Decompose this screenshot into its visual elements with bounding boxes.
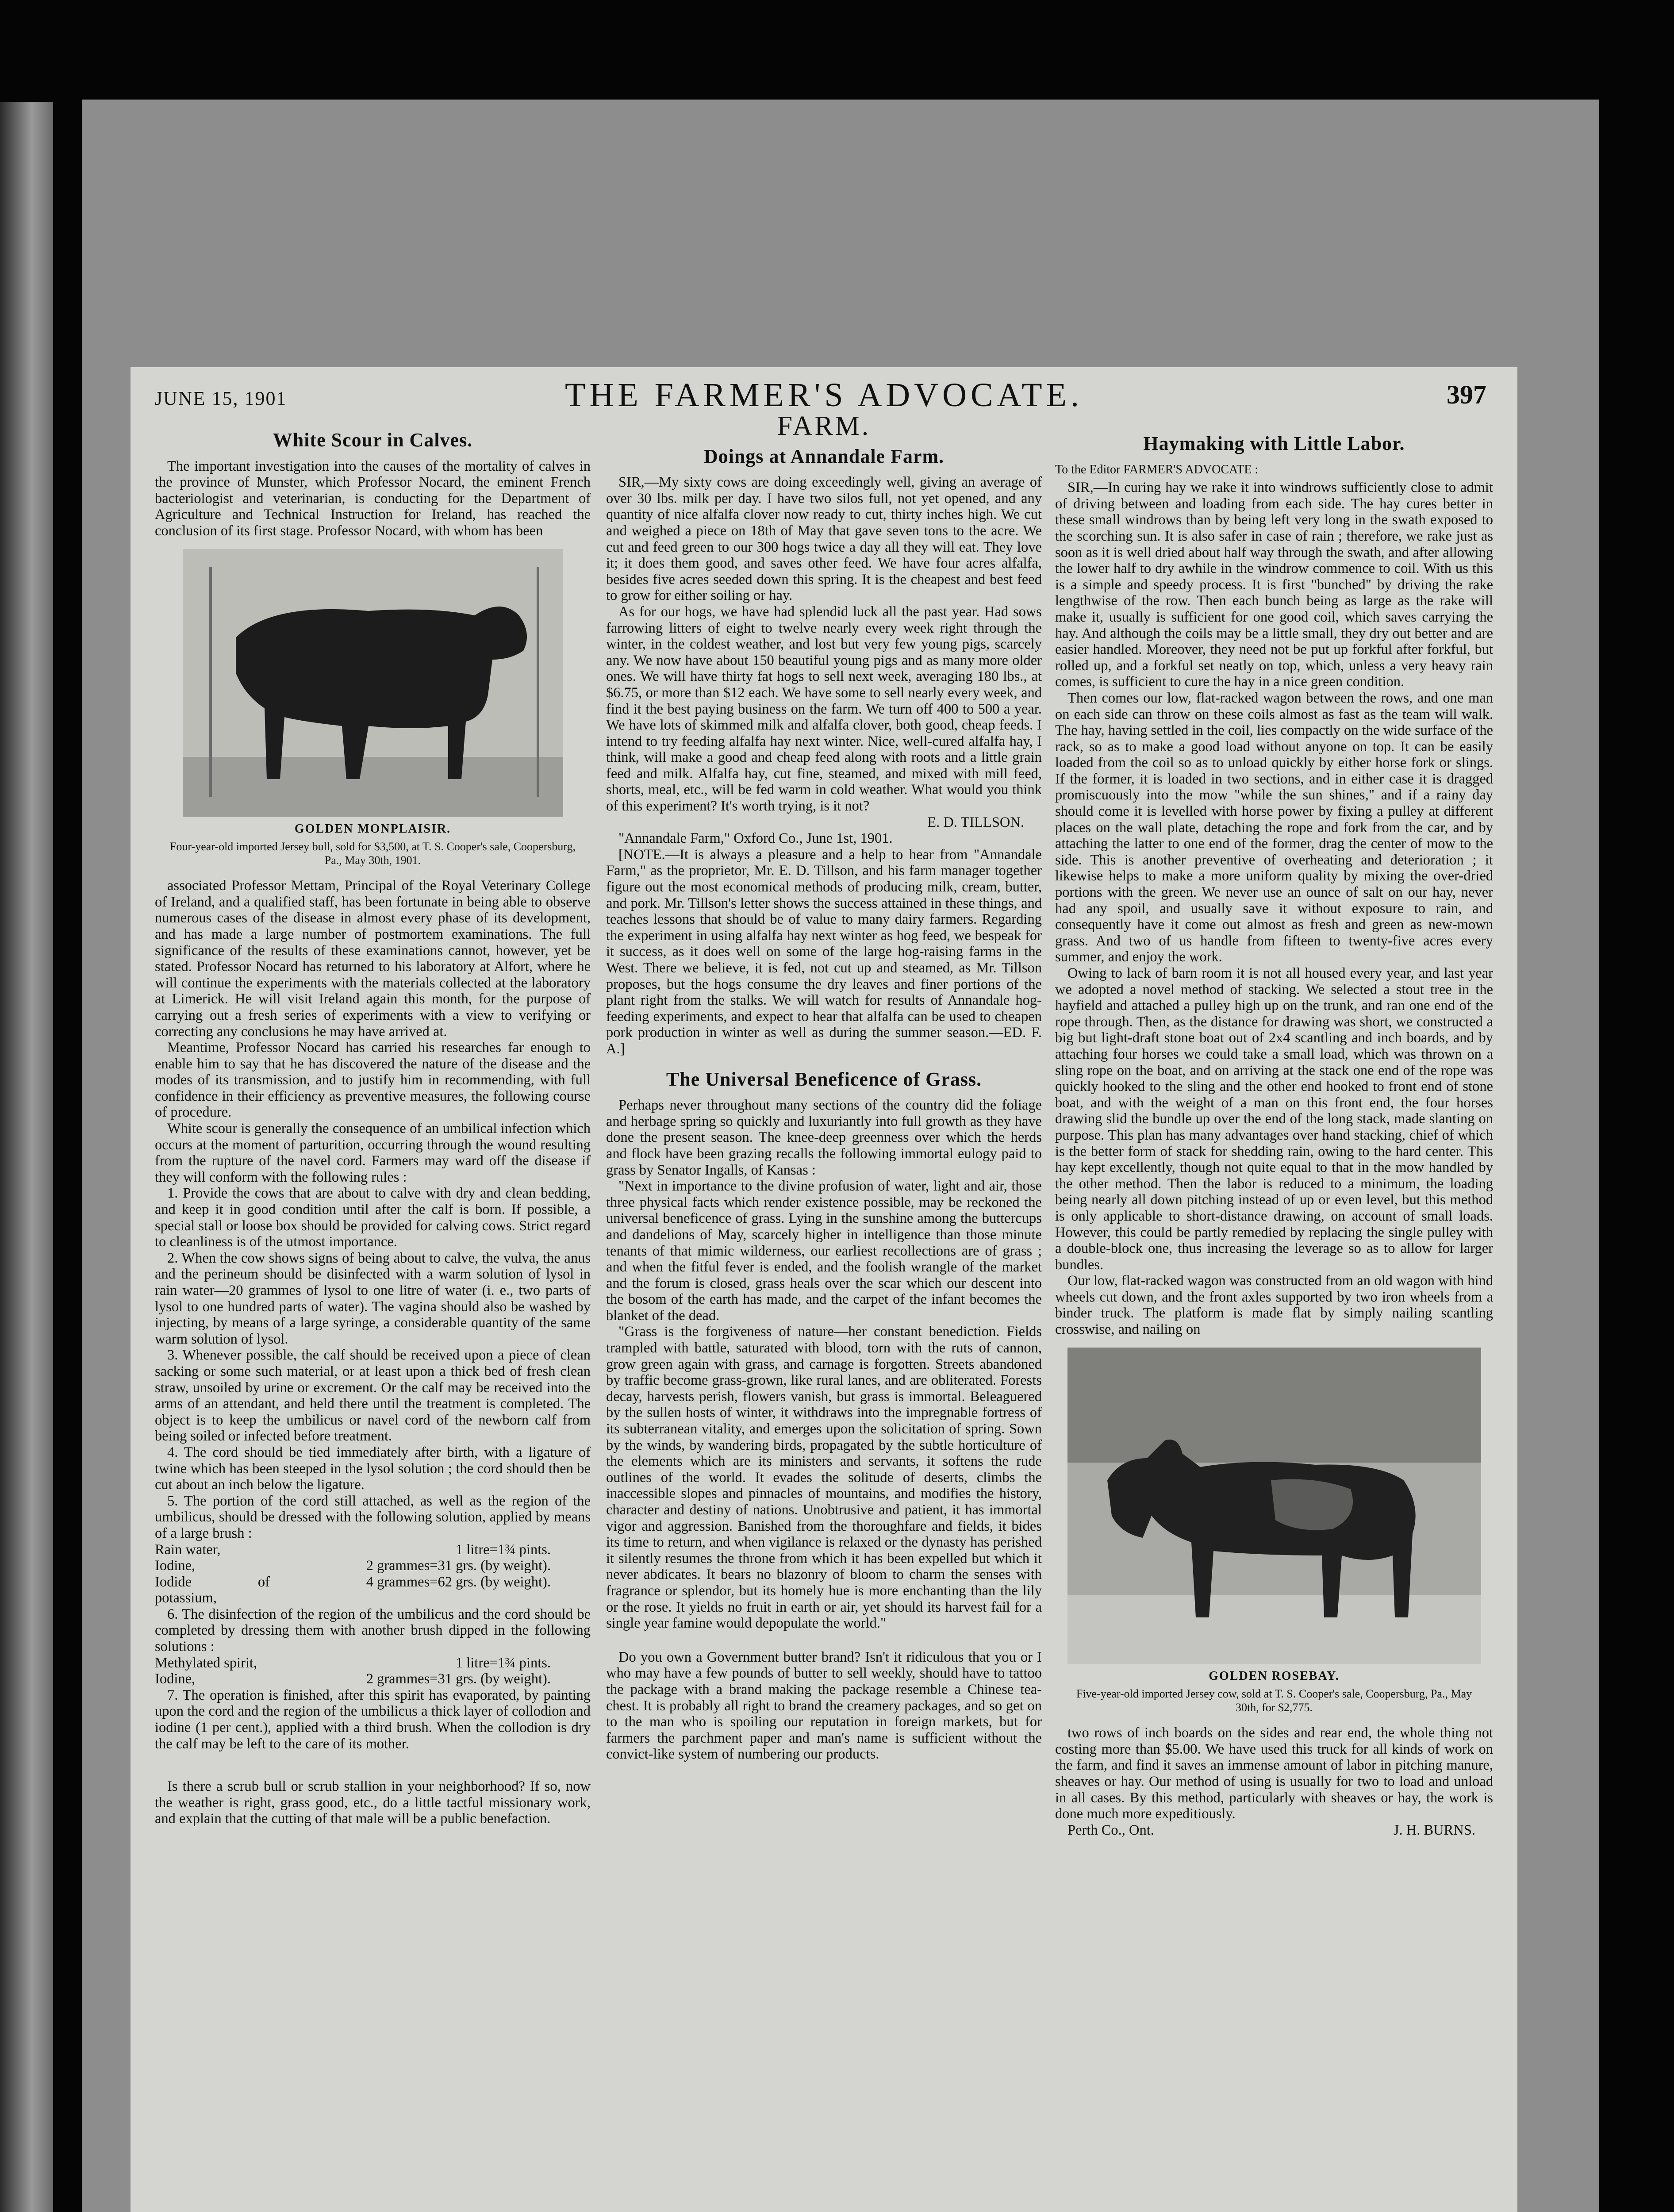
signature-name: J. H. BURNS. (1393, 1822, 1475, 1838)
column-1 (155, 418, 591, 1827)
page-header (131, 367, 1517, 416)
cow-icon (1067, 1348, 1481, 1664)
recipe-line: Iodine, 2 grammes=31 grs. (by weight). (155, 1558, 551, 1574)
dateline: "Annandale Farm," Oxford Co., June 1st, 1901. (618, 830, 893, 847)
article-paragraph: Meantime, Professor Nocard has carried his researches far enough to enable him to say that he has discovered the nature of the disease and the modes of its transmission, and to justify him in recommending, with full confidence in their efficiency as preventive measures, the following course of procedure. (155, 1040, 591, 1121)
bull-icon (183, 549, 563, 817)
article-paragraph: "Grass is the forgiveness of nature—her constant benediction. Fields trampled with battle, saturated with blood, torn with the ruts of cannon, grow green again with grass, and carnage is forgotten. Streets abandoned by traffic become grass-grown, like rural lanes, and are obliterated. Forests decay, harvests perish, flowers vanish, but grass is immortal. Beleaguered by the sullen hosts of winter, it withdraws into the impregnable fortress of its subterranean vitality, and emerges upon the solicitation of spring. Sown by the winds, by wandering birds, propagated by the subtle horticulture of the elements which are its ministers and servants, it softens the rude outlines of the world. It evades the solitude of deserts, climbs the inaccessible slopes and pinnacles of mountains, and modifies the history, character and destiny of nations. Unobtrusive and patient, it has immortal vigor and aggression. Banished from the thoroughfare and fields, it bides its time to return, and when vigilance is relaxed or the dynasty has perished it silently resumes the throne from which it has been expelled but which it never abdicates. It bears no blazonry of bloom to charm the senses with fragrance or splendor, but its homely hue is more enchanting than the lily or the rose. It yields no fruit in earth or air, yet should its harvest fail for a single year famine would depopulate the world." (606, 1324, 1042, 1632)
article-paragraph: SIR,—My sixty cows are doing exceedingly well, giving an average of over 30 lbs. milk per day. I have two silos full, not yet opened, and any quantity of nice alfalfa clover now ready to cut, thirty inches high. We cut and weighed a piece on 18th of May that gave seven tons to the acre. We cut and feed green to our 300 hogs twice a day all they will eat. They love it; it does them good, and saves other feed. We have four acres alfalfa, besides five acres seeded down this spring. It is the cheapest and best feed to grow for either soiling or hay. (606, 474, 1042, 604)
signature-place: Perth Co., Ont. (1067, 1822, 1154, 1838)
recipe-line: Rain water, 1 litre=1¾ pints. (155, 1541, 551, 1558)
rule-paragraph: 5. The portion of the cord still attached, as well as the region of the umbilicus, should be dressed with the following solution, applied by means of a large brush : (155, 1493, 591, 1541)
rule-paragraph: 6. The disinfection of the region of the umbilicus and the cord should be completed by dressing them with another brush dipped in the following solutions : (155, 1606, 591, 1655)
section-title-farm: FARM. (777, 411, 871, 441)
article-paragraph: "Next in importance to the divine profusion of water, light and air, those three physical facts which render existence possible, may be reckoned the universal beneficence of grass. Lying in the sunshine among the buttercups and dandelions of May, scarcely higher in intelligence than those minute tenants of that mimic wilderness, our earliest recollections are of grass ; and when the fitful fever is ended, and the foolish wrangle of the market and the forum is closed, grass heals over the scar which our descent into the bosom of the earth has made, and the carpet of the infant becomes the blanket of the dead. (606, 1178, 1042, 1324)
rule-paragraph: 7. The operation is finished, after this spirit has evaporated, by painting upon the cord and the region of the umbilicus a thick layer of collodion and iodine (1 per cent.), applied with a third brush. When the collodion is dry the calf may be left to the care of its mother. (155, 1687, 591, 1752)
article-paragraph: As for our hogs, we have had splendid luck all the past year. Had sows farrowing litters of eight to twelve nearly every week right through the winter, in the coldest weather, and lost but very few young pigs, scarcely any. We now have about 150 beautiful young pigs and as many more older ones. We will have thirty fat hogs to sell next week, averaging 180 lbs., at $6.75, or more than $12 each. We have some to sell nearly every week, and find it the best paying business on the farm. We turn off 400 to 500 a year. We have lots of skimmed milk and alfalfa clover, both good, cheap feeds. I intend to try feeding alfalfa hay next winter. Nice, well-cured alfalfa hay, I think, will make a good and cheap feed along with roots and a little grain feed and milk. Alfalfa hay, cut fine, steamed, and mixed with mill feed, shorts, meal, etc., will be fed warm in cold weather. What would you think of this experiment? It's worth trying, is it not? (606, 603, 1042, 814)
article-heading-annandale: Doings at Annandale Farm. (703, 445, 945, 467)
article-paragraph: Owing to lack of barn room it is not all housed every year, and last year we adopted a novel method of stacking. We selected a stout tree in the hayfield and attached a pulley high up on the trunk, and ran one end of the rope through. Then, as the distance for drawing was short, we constructed a big but light-draft stone boat out of 2x4 scantling and inch boards, and by attaching four horses we could take a small load, which was thrown on a sling rope on the boat, and on arriving at the stack one end of the rope was quickly hooked to the sling and the other end hooked to front end of stone boat, and with the weight of a man on this front end, the four horses drawing slid the bundle up over the end of the long stack, made slanting on purpose. This plan has many advantages over hand stacking, chief of which is the better form of stack for shedding rain, owing to the hard center. This hay kept excellently, though not quite equal to that in the mow handled by the other method. Then the labor is reduced to a minimum, the loading being nearly all down pitching instead of up or even level, but this method is only applicable to short-distance drawing, on account of small loads. However, this could be partly remedied by replacing the single pulley with a double-block one, thus increasing the leverage so as to allow for larger bundles. (1055, 965, 1493, 1273)
recipe-line: Iodide of potassium, 4 grammes=62 grs. (by weight). (155, 1574, 551, 1606)
photo-caption: GOLDEN ROSEBAY. (1209, 1669, 1340, 1683)
page-number: 397 (1447, 380, 1486, 409)
rule-paragraph: 3. Whenever possible, the calf should be received upon a piece of clean sacking or some such material, or at least upon a thick bed of fresh clean straw, unsoiled by urine or excrement. Or the calf may be received into the arms of an attendant, and held there until the treatment is completed. The object is to keep the umbilicus or navel cord of the newborn calf from being soiled or infected before treatment. (155, 1347, 591, 1444)
article-paragraph: White scour is generally the consequence of an umbilical infection which occurs at the moment of parturition, occurring through the wound resulting from the rupture of the navel cord. Farmers may ward off the disease if they will conform with the following rules : (155, 1121, 591, 1185)
signature (1055, 1822, 1493, 1839)
photo-subcaption: Five-year-old imported Jersey cow, sold at T. S. Cooper's sale, Coopersburg, Pa., May 30th, for $2,775. (1076, 1687, 1472, 1714)
rule-paragraph: 2. When the cow shows signs of being about to calve, the vulva, the anus and the perineum should be disinfected with a warm solution of lysol in rain water—20 grammes of lysol to one litre of water (i. e., two parts of lysol to one hundred parts of water). The vagina should also be washed by injecting, by means of a large syringe, a considerable quantity of the same warm solution of lysol. (155, 1250, 591, 1347)
photo-subcaption: Four-year-old imported Jersey bull, sold for $3,500, at T. S. Cooper's sale, Coopersburg, Pa., May 30th, 1901. (169, 840, 576, 867)
column-3 (1055, 418, 1493, 1838)
letter-salutation: To the Editor FARMER'S ADVOCATE : (1055, 462, 1259, 476)
newspaper-page (131, 367, 1517, 2212)
masthead-title: THE FARMER'S ADVOCATE. (565, 376, 1083, 414)
editor-note: [NOTE.—It is always a pleasure and a help to hear from "Annandale Farm," as the proprietor, Mr. E. D. Tillson, and his farm manager together figure out the most economical methods of producing milk, cream, butter, and pork. Mr. Tillson's letter shows the success attained in these things, and teaches lessons that should be of value to many dairy farmers. Regarding the experiment in using alfalfa hay next winter as hog feed, we bespeak for it success, as it does well on some of the large hog-raising farms in the West. There we believe, it is fed, not cut up and steamed, as Mr. Tillson proposes, but the hogs consume the dry leaves and finer portions of the plant right from the stalks. We will watch for results of Annandale hog-feeding experiments, and expect to hear that alfalfa can be used to cheapen pork production in winter as well as during the summer season.—ED. F. A.] (606, 846, 1042, 1057)
bull-photo (183, 549, 563, 817)
recipe-line: Iodine, 2 grammes=31 grs. (by weight). (155, 1671, 551, 1687)
recipe-line: Methylated spirit, 1 litre=1¾ pints. (155, 1655, 551, 1671)
rule-paragraph: 1. Provide the cows that are about to calve with dry and clean bedding, and keep it in good condition until after the calf is born. If possible, a special stall or loose box should be provided for calving cows. Strict regard to cleanliness is of the utmost importance. (155, 1185, 591, 1250)
issue-date: JUNE 15, 1901 (155, 388, 287, 409)
article-paragraph: The important investigation into the causes of the mortality of calves in the province of Munster, which Professor Nocard, the eminent French bacteriologist and veterinarian, is conducting for the Department of Agriculture and Technical Instruction for Ireland, has reached the conclusion of its first stage. Professor Nocard, with whom has been (155, 458, 591, 539)
article-paragraph: two rows of inch boards on the sides and rear end, the whole thing not costing more than $5.00. We have used this truck for all kinds of work on the farm, and find it saves an immense amount of labor in pitching manure, sheaves or hay. Our method of using is usually for two to load and unload in all cases. By this method, particularly with sheaves or hay, the work is done much more expeditiously. (1055, 1725, 1493, 1822)
article-heading-haymaking: Haymaking with Little Labor. (1143, 433, 1405, 454)
article-paragraph: Perhaps never throughout many sections of the country did the foliage and herbage spring so quickly and luxuriantly into full growth as they have done the present season. The knee-deep greenness over which the herds and flock have been grazing recalls the following immortal eulogy paid to grass by Senator Ingalls, of Kansas : (606, 1097, 1042, 1178)
signature: E. D. TILLSON. (927, 814, 1024, 830)
adjacent-page-edge (0, 102, 53, 2212)
column-2 (606, 411, 1042, 1763)
article-paragraph: SIR,—In curing hay we rake it into windrows sufficiently close to admit of driving between and loading from each side. The hay cures better in these small windrows than by being left very long in the swath exposed to the scorching sun. It is also safer in case of rain ; therefore, we rake just as soon as it is well dried about half way through the swath, and after allowing the lower half to dry awhile in the windrow commence to coil. With us this is a simple and speedy process. It is first "bunched" by driving the rake lengthwise of the row. Then each bunch being as large as the rake will make it, usually is sufficient for one good coil, which saves carrying the hay. And although the coils may be a little small, they dry out better and are easier handled. Moreover, they need not be put up forkful after forkful, but rolled up, and a forkful set neatly on top, which, unless a very heavy rain comes, is sufficient to cure the hay in a nice green condition. (1055, 480, 1493, 690)
article-paragraph: Do you own a Government butter brand? Isn't it ridiculous that you or I who may have a few pounds of butter to sell weekly, should have to tattoo the package with a brand making the package resemble a Chinese tea-chest. It is probably all right to brand the creamery packages, and so get on to the man who is spoiling our reputation in foreign markets, but for farmers the parchment paper and man's name is sufficient without the convict-like system of numbering our products. (606, 1649, 1042, 1763)
article-paragraph: Our low, flat-racked wagon was constructed from an old wagon with hind wheels cut down, and the front axles supported by two iron wheels from a binder truck. The platform is made flat by simply nailing scantling crosswise, and nailing on (1055, 1273, 1493, 1338)
rule-paragraph: 4. The cord should be tied immediately after birth, with a ligature of twine which has been steeped in the lysol solution ; the cord should then be cut about an inch below the ligature. (155, 1444, 591, 1493)
photo-caption: GOLDEN MONPLAISIR. (294, 822, 451, 836)
article-paragraph: associated Professor Mettam, Principal of the Royal Veterinary College of Ireland, and a qualified staff, has been fortunate in being able to observe numerous cases of the disease in almost every phase of its development, and has made a large number of postmortem examinations. The full significance of the results of these examinations cannot, however, yet be stated. Professor Nocard has returned to his laboratory at Alfort, where he will continue the experiments with the materials collected at the laboratory at Limerick. He will visit Ireland again this month, for the purpose of carrying out a fresh series of experiments with a view to verifying or correcting any conclusions he may have arrived at. (155, 878, 591, 1040)
article-paragraph: Then comes our low, flat-racked wagon between the rows, and one man on each side can throw on these coils almost as fast as the team will walk. The hay, having settled in the coil, lies compactly on the wide surface of the rack, so as to make a good load without anyone on top. It can be easily loaded from the coil so as to unload quickly by either horse fork or slings. If the former, it is loaded in two sections, and in either case it is dragged promiscuously into the mow "while the sun shines," and if a rainy day should come it is levelled with horse power by fixing a pulley at different places on the wall plate, detaching the rope and fork from the car, and by attaching the latter to one end of the former, drag the center of mow to the side. This is another preventive of overheating and deterioration ; it likewise helps to make a more uniform quality by mixing the over-dried portions with the green. We never use an ounce of salt on our hay, never had any spoil, and usually save it without exposure to rain, and consequently have it come out almost as fresh and green as new-mown grass. And two of us handle from fifteen to twenty-five acres every summer, and enjoy the work. (1055, 690, 1493, 965)
article-paragraph: Is there a scrub bull or scrub stallion in your neighborhood? If so, now the weather is right, grass good, etc., do a little tactful missionary work, and explain that the cutting of that male will be a public benefaction. (155, 1778, 591, 1827)
article-heading-white-scour: White Scour in Calves. (273, 429, 473, 451)
cow-photo (1067, 1348, 1481, 1664)
article-heading-grass: The Universal Beneficence of Grass. (666, 1068, 982, 1090)
